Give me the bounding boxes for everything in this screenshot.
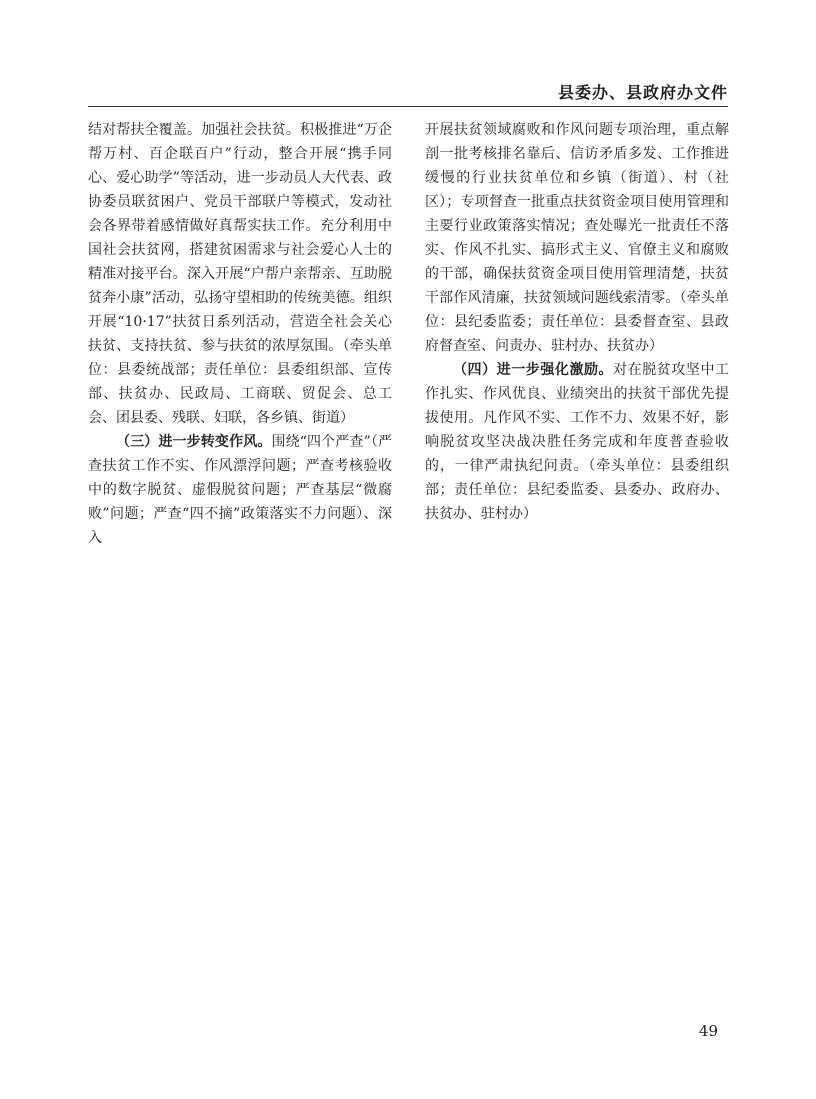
section-4-paragraph	[425, 358, 729, 526]
section-3-heading: （三）进一步转变作风。	[116, 434, 272, 450]
section-4-heading: （四）进一步强化激励。	[453, 362, 614, 378]
header-divider	[88, 106, 728, 107]
right-column	[425, 118, 729, 526]
header-title: 县委办、县政府办文件	[557, 83, 728, 102]
section-3-body: 围绕“四个严查”（严查扶贫工作不实、作风漂浮问题；严查考核验收中的数字脱贫、虚假脱贫问题；严查基层“微腐败”问题；严查“四不摘”政策落实不力问题）、深入	[88, 434, 393, 546]
section-3-paragraph	[88, 430, 392, 550]
left-column	[88, 118, 392, 550]
left-paragraph-1: 结对帮扶全覆盖。加强社会扶贫。积极推进“万企帮万村、百企联百户”行动，整合开展“携手同心、爱心助学”等活动，进一步动员人大代表、政协委员联贫困户、党员干部联户等模式，发动社会各界带着感情做好真帮实扶工作。充分利用中国社会扶贫网，搭建贫困需求与社会爱心人士的精准对接平台。深入开展“户帮户亲帮亲、互助脱贫奔小康”活动，弘扬守望相助的传统美德。组织开展“10·17”扶贫日系列活动，营造全社会关心扶贫、支持扶贫、参与扶贫的浓厚氛围。（牵头单位：县委统战部；责任单位：县委组织部、宣传部、扶贫办、民政局、工商联、贸促会、总工会、团县委、残联、妇联，各乡镇、街道）	[88, 122, 392, 426]
page-number: 49	[698, 1022, 718, 1040]
section-4-body: 对在脱贫攻坚中工作扎实、作风优良、业绩突出的扶贫干部优先提拔使用。凡作风不实、工作不力、效果不好，影响脱贫攻坚决战决胜任务完成和年度普查验收的，一律严肃执纪问责。（牵头单位：县委组织部；责任单位：县纪委监委、县委办、政府办、扶贫办、驻村办）	[425, 362, 730, 522]
right-paragraph-1: 开展扶贫领域腐败和作风问题专项治理，重点解剖一批考核排名靠后、信访矛盾多发、工作推进缓慢的行业扶贫单位和乡镇（街道）、村（社区）；专项督查一批重点扶贫资金项目使用管理和主要行业政策落实情况；查处曝光一批责任不落实、作风不扎实、搞形式主义、官僚主义和腐败的干部，确保扶贫资金项目使用管理清楚，扶贫干部作风清廉，扶贫领域问题线索清零。（牵头单位：县纪委监委；责任单位：县委督查室、县政府督查室、问责办、驻村办、扶贫办）	[425, 122, 729, 354]
